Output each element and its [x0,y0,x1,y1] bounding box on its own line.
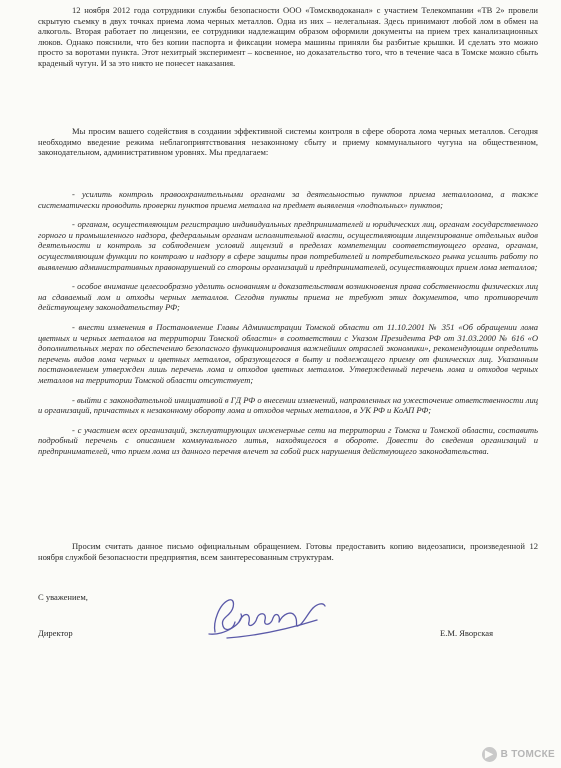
proposal-item: - органам, осуществляющим регистрацию индивидуальных предпринимателей и юридических лиц, органам государственного горного и промышленного надзора, федеральным органам исполнительной власти, осуществляющим лицензирование отдельных видов деятельности и контроль за соблюдением условий лицензий в пределах компетенции соответствующего органа, органам, осуществляющим функции по контролю и надзору в сфере защиты прав потребителей и потребительского рынка усилить работу по выявлению административных правонарушений со стороны организаций и предпринимателей, осуществляющих прием лома металлов; [38,219,538,272]
proposal-item: - с участием всех организаций, эксплуатирующих инженерные сети на территории г Томска и Томской области, составить подробный перечень с описанием коммунального литья, находящегося в обороте. Довести до сведения организаций и предпринимателей, что прием лома из данного перечня влечет за собой риск нарушения действующего законодательства. [38,424,538,456]
appeal-paragraph: Мы просим вашего содействия в создании эффективной системы контроля в сфере оборота лома черных металлов. Сегодня необходимо введение режима неблагоприятствования незаконному сбыту и приему коммунального чугуна на общественном, законодательном, административном уровнях. Мы предлагаем: [38,126,538,158]
play-logo-icon: ▶ [482,747,497,762]
intro-paragraph-block [38,5,538,69]
signer-name: Е.М. Яворская [440,628,493,638]
proposal-item: - внести изменения в Постановление Главы Администрации Томской области от 11.10.2001 № 351 «Об обращении лома цветных и черных металлов на территории Томской области» в соответствии с Указом Президента РФ от 31.03.2000 № 616 «О дополнительных мерах по обеспечению безопасного функционирования важнейших отраслей экономики», рекомендующим определить перечень видов лома черных и цветных металлов, образующегося в быту и подлежащего приему от физических лиц. Указанным постановлением утвержден лишь перечень лома и отходов цветных металлов. Утвержденный перечень лома и отходов черных металлов на территории Томской области отсутствует; [38,321,538,385]
proposals-list [38,189,538,465]
regards-line: С уважением, [38,592,88,602]
handwritten-signature [205,592,330,644]
proposal-item: - усилить контроль правоохранительными органами за деятельностью пунктов приема металлолома, а также систематически проводить проверки пунктов приема металла на предмет выявления «подпольных» пунктов; [38,189,538,210]
tv-logo-watermark [482,747,555,762]
director-title: Директор [38,628,73,638]
appeal-paragraph-block [38,126,538,158]
watermark-text: В ТОМСКЕ [500,749,555,760]
proposal-item: - выйти с законодательной инициативой в ГД РФ о внесении изменений, направленных на ужесточение ответственности лиц и организаций, причастных к незаконному обороту лома и отходов черных металлов, в УК РФ и КоАП РФ; [38,394,538,416]
intro-paragraph: 12 ноября 2012 года сотрудники службы безопасности ООО «Томскводоканал» с участием Телекомпании «ТВ 2» провели скрытую съемку в двух точках приема лома черных металлов. Одна из них – нелегальная. Здесь принимают любой лом в обмен на алкоголь. Вторая работает по лицензии, ее сотрудники надлежащим образом оформили документы на прием трех канализационных люков. Однако пояснили, что без копии паспорта и фиксации номера машины приняли бы разбитые крышки. И сделать это можно просто за воротами пункта. Этот нехитрый эксперимент – косвенное, но доказательство того, что в течение часа в Томске можно сбыть краденый чугун. И за это никто не понесет наказания. [38,5,538,68]
closing-paragraph: Просим считать данное письмо официальным обращением. Готовы предоставить копию видеозаписи, произведенной 12 ноября службой безопасности предприятия, всем заинтересованным структурам. [38,541,538,562]
proposal-item: - особое внимание целесообразно уделить основаниям и доказательствам возникновения права собственности физических лиц на сдаваемый лом и отходы черных металлов. Сегодня пункты приема не требуют этих документов, что противоречит действующему законодательству РФ; [38,281,538,313]
closing-paragraph-block [38,541,538,562]
